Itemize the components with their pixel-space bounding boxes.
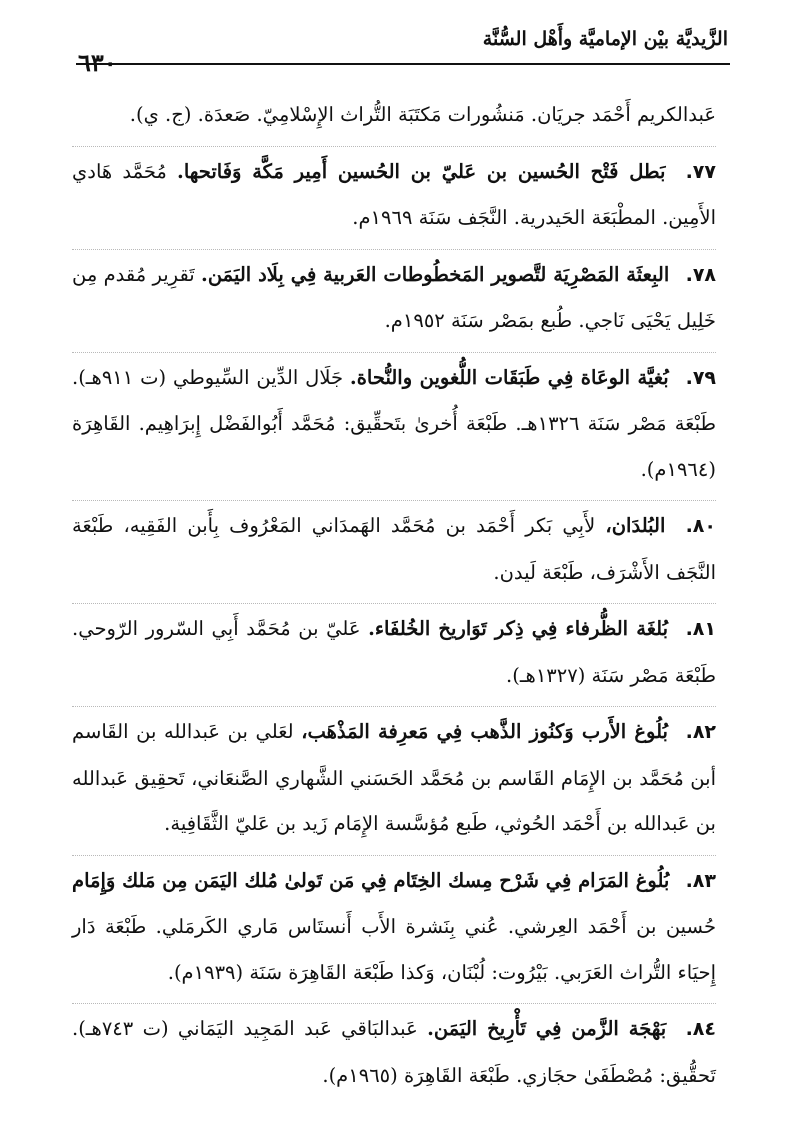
entry-text: جَلَال الدِّين السِّيوطي (ت ٩١١هـ). طَبْعَة مَصْر سَنَة ١٣٢٦هـ. طَبْعَة أُخرىٰ بتَحقِّيق: مُحَمَّد أَبُوالفَضْل إِبرَاهِيم. القَاهِرَة (١٩٦٤م). <box>72 365 716 481</box>
entry-title: البُلدَان، <box>605 514 666 537</box>
entry-text: لعَلي بن عَبدالله بن القَاسم أبن مُحَمَّد بن الإِمَام القَاسم بن مُحَمَّد الحَسَني الشَّهاري الصَّنعَاني، تَحقِيق عَبدالله بن عَبدالله بن أَحْمَد الحُوثي، طَبع مُؤسَّسة الإِمَام زَيد بن عَليّ الثَّقَافِية. <box>72 720 716 835</box>
page-number: ٦٣٠ <box>78 48 117 77</box>
entry-title: بُلُوغ المَرَام فِي شَرْح مِسك الخِتَام فِي مَن تَولىٰ مُلك اليَمَن مِن مَلك وَإِمَام <box>72 868 670 892</box>
entry-text: تَقرِير مُقدم مِن خَلِيل يَحْيَى نَاجي. طُبع بمَصْر سَنَة ١٩٥٢م. <box>72 262 716 332</box>
entry-title: بُلُوغ الأَرب وَكنُوز الذَّهب فِي مَعرِفة المَذْهَب، <box>301 720 668 743</box>
bibliography-entry-77 <box>72 146 716 241</box>
entry-text: عَليّ بن مُحَمَّد أَبِي السّرور الرّوحي. طَبْعَة مَصْر سَنَة (١٣٢٧هـ). <box>72 617 716 687</box>
header-rule <box>76 63 730 65</box>
bibliography-entry-78 <box>72 249 716 344</box>
entry-title: بَطل فَتْح الحُسين بن عَليّ بن الحُسين أَمِير مَكَّة وَفَاتحها. <box>177 159 666 183</box>
entry-title: بُغيَّة الوعَاة فِي طَبَقَات اللُّغوين والنُّحاة. <box>349 365 669 389</box>
bibliography-entry-81 <box>72 603 716 698</box>
entry-number: ٨٤. <box>685 1018 716 1040</box>
entry-text: عَبدالكريم أَحْمَد جريَان. مَنشُورات مَكتَبَة التُّراث الإِسْلامِيّ. صَعدَة. (ج. ي). <box>129 103 716 126</box>
bibliography-entry-80 <box>72 500 716 595</box>
bibliography-entry-79 <box>72 352 716 493</box>
bibliography-entry-84 <box>72 1003 716 1098</box>
entry-text: مُحَمَّد هَادي الأَمِين. المطْبَعَة الحَيدرية. النَّجَف سَنَة ١٩٦٩م. <box>72 159 716 229</box>
entry-number: ٨٢. <box>685 721 717 743</box>
bibliography-list <box>72 92 716 1106</box>
entry-title: بَهْجَة الزَّمن فِي تَأْرِيخ اليَمَن. <box>427 1017 667 1040</box>
running-title: الزَّيديَّة بيْن الإماميَّة وأَهْل السُّنَّة <box>482 28 728 50</box>
entry-title: بُلغَة الظُّرفاء فِي ذِكر تَوَاريخ الخُلفَاء. <box>368 617 668 640</box>
entry-number: ٧٨. <box>685 263 717 286</box>
entry-title: البِعثَة المَصْرِيَة لتَّصوير المَخطُوطات العَربية فِي بِلَاد اليَمَن. <box>201 262 670 286</box>
entry-number: ٨٣. <box>685 869 716 892</box>
entry-text: لأَبِي بَكر أَحْمَد بن مُحَمَّد الهَمدَاني المَعْرُوف بِأَبن الفَقِيه، طَبْعَة النَّجَف الأَشْرَف، طَبْعَة لَيدن. <box>72 514 716 584</box>
entry-number: ٨١. <box>685 618 716 640</box>
entry-number: ٨٠. <box>685 515 716 537</box>
bibliography-entry-82 <box>72 706 716 847</box>
bibliography-entry-continued <box>72 92 716 138</box>
bibliography-entry-83 <box>72 855 716 996</box>
entry-number: ٧٩. <box>685 366 717 389</box>
entry-text: حُسين بن أَحْمَد العِرشي. عُني بِنَشرة الأَب أَنستَاس مَاري الكَرمَلي. طَبْعَة دَار إِحيَاء التُّراث العَرَبي. بَيْرُوت: لُبْنَان، وَكذا طَبْعَة القَاهِرَة سَنَة (١٩٣٩م). <box>72 915 716 984</box>
entry-text: عَبدالبَاقي عَبد المَجِيد اليَمَاني (ت ٧٤٣هـ). تَحقُّيق: مُصْطَفَىٰ حجَازي. طَبْعَة القَاهِرَة (١٩٦٥م). <box>72 1017 716 1087</box>
entry-number: ٧٧. <box>685 160 716 183</box>
